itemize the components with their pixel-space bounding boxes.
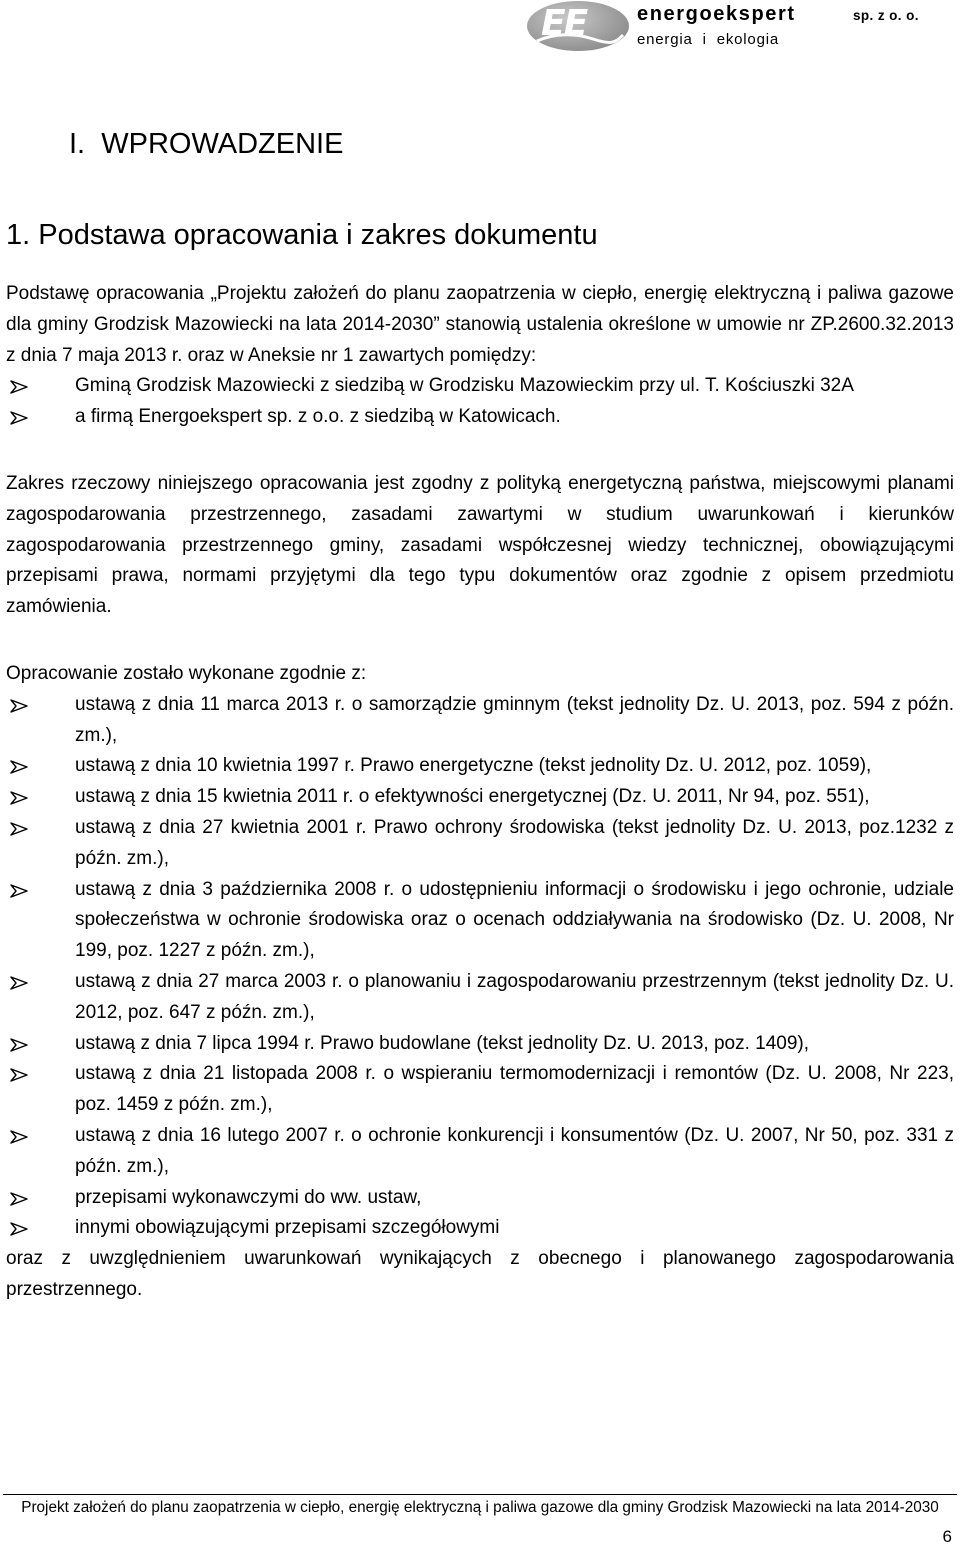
arrow-bullet-icon <box>10 1192 28 1206</box>
regulation-text: ustawą z dnia 27 marca 2003 r. o planowaniu i zagospodarowaniu przestrzennym (tekst jednolity Dz. U. 2012, poz. 647 z późn. zm.), <box>75 970 954 1023</box>
document-body <box>6 279 954 1306</box>
party-text: a firmą Energoekspert sp. z o.o. z siedzibą w Katowicach. <box>75 406 561 428</box>
regulation-text: ustawą z dnia 21 listopada 2008 r. o wspieraniu termomodernizacji i remontów (Dz. U. 2008, Nr 223, poz. 1459 z późn. zm.), <box>75 1063 954 1116</box>
compliance-intro: Opracowanie zostało wykonane zgodnie z: <box>6 662 367 684</box>
logo-swoosh-icon <box>535 31 625 45</box>
list-item <box>6 1183 954 1214</box>
list-item <box>6 371 954 402</box>
regulation-text: ustawą z dnia 7 lipca 1994 r. Prawo budowlane (tekst jednolity Dz. U. 2013, poz. 1409), <box>75 1032 810 1054</box>
logo-mark: EE <box>541 3 587 44</box>
regulation-text: ustawą z dnia 27 kwietnia 2001 r. Prawo ochrony środowiska (tekst jednolity Dz. U. 2013, poz.1232 z późn. zm.), <box>75 816 954 869</box>
brand-name: energoekspert <box>637 3 796 25</box>
arrow-bullet-icon <box>10 380 28 394</box>
intro-paragraph: Podstawę opracowania „Projektu założeń do planu zaopatrzenia w ciepło, energię elektryczną i paliwa gazowe dla gminy Grodzisk Mazowiecki na lata 2014-2030” stanowią ustalenia określone w umowie nr ZP.2600.32.2013 z dnia 7 maja 2013 r. oraz w Aneksie nr 1 zawartych pomiędzy: <box>6 283 954 366</box>
regulation-text: ustawą z dnia 10 kwietnia 1997 r. Prawo energetyczne (tekst jednolity Dz. U. 2012, poz. 1059), <box>75 755 872 777</box>
arrow-bullet-icon <box>10 1222 28 1236</box>
section-heading: I. WPROWADZENIE <box>69 128 344 160</box>
arrow-bullet-icon <box>10 760 28 774</box>
regulation-text: ustawą z dnia 3 października 2008 r. o udostępnieniu informacji o środowisku i jego ochronie, udziale społeczeństwa w ochronie środowiska oraz o ocenach oddziaływania na środowisko (Dz. U. 2008, Nr 199, poz. 1227 z późn. zm.), <box>75 878 954 962</box>
regulation-text: ustawą z dnia 11 marca 2013 r. o samorządzie gminnym (tekst jednolity Dz. U. 2013, poz. 594 z późn. zm.), <box>75 693 954 746</box>
regulation-text: innymi obowiązującymi przepisami szczegółowymi <box>75 1217 500 1239</box>
company-logo <box>527 1 629 51</box>
list-item <box>6 690 954 752</box>
brand-legal-form: sp. z o. o. <box>853 8 919 23</box>
list-item <box>6 1213 954 1244</box>
arrow-bullet-icon <box>10 976 28 990</box>
arrow-bullet-icon <box>10 699 28 713</box>
list-item <box>6 1059 954 1121</box>
regulation-text: ustawą z dnia 15 kwietnia 2011 r. o efektywności energetycznej (Dz. U. 2011, Nr 94, poz. 551), <box>75 786 870 808</box>
closing-paragraph: oraz z uwzględnieniem uwarunkowań wynikających z obecnego i planowanego zagospodarowania przestrzennego. <box>6 1248 954 1300</box>
list-item <box>6 402 954 433</box>
regulation-text: przepisami wykonawczymi do ww. ustaw, <box>75 1186 422 1208</box>
subsection-heading: 1. Podstawa opracowania i zakres dokumentu <box>6 219 598 251</box>
arrow-bullet-icon <box>10 1068 28 1082</box>
scope-paragraph: Zakres rzeczowy niniejszego opracowania jest zgodny z polityką energetyczną państwa, miejscowymi planami zagospodarowania przestrzennego, zasadami zawartymi w studium uwarunkowań i kierunków zagospodarowania przestrzennego gminy, zasadami współczesnej wiedzy technicznej, obowiązującymi przepisami prawa, normami przyjętymi dla tego typu dokumentów oraz zgodnie z opisem przedmiotu zamówienia. <box>6 472 954 618</box>
list-item <box>6 782 954 813</box>
arrow-bullet-icon <box>10 822 28 836</box>
arrow-bullet-icon <box>10 791 28 805</box>
regulation-text: ustawą z dnia 16 lutego 2007 r. o ochronie konkurencji i konsumentów (Dz. U. 2007, Nr 50, poz. 331 z późn. zm.), <box>75 1124 954 1177</box>
regulations-list <box>6 690 954 1244</box>
list-item <box>6 1121 954 1183</box>
page-footer <box>0 1494 960 1552</box>
brand-subtitle: energia i ekologia <box>637 31 779 48</box>
arrow-bullet-icon <box>10 884 28 898</box>
arrow-bullet-icon <box>10 1038 28 1052</box>
parties-list <box>6 371 954 433</box>
list-item <box>6 751 954 782</box>
page-header <box>0 0 960 62</box>
arrow-bullet-icon <box>10 411 28 425</box>
footer-title: Projekt założeń do planu zaopatrzenia w ciepło, energię elektryczną i paliwa gazowe dla gminy Grodzisk Mazowiecki na lata 2014-2030 <box>21 1499 939 1516</box>
list-item <box>6 1029 954 1060</box>
list-item <box>6 967 954 1029</box>
page-number: 6 <box>942 1527 952 1546</box>
list-item <box>6 813 954 875</box>
party-text: Gminą Grodzisk Mazowiecki z siedzibą w Grodzisku Mazowieckim przy ul. T. Kościuszki 32A <box>75 375 854 397</box>
arrow-bullet-icon <box>10 1130 28 1144</box>
list-item <box>6 875 954 967</box>
footer-divider <box>3 1494 957 1495</box>
